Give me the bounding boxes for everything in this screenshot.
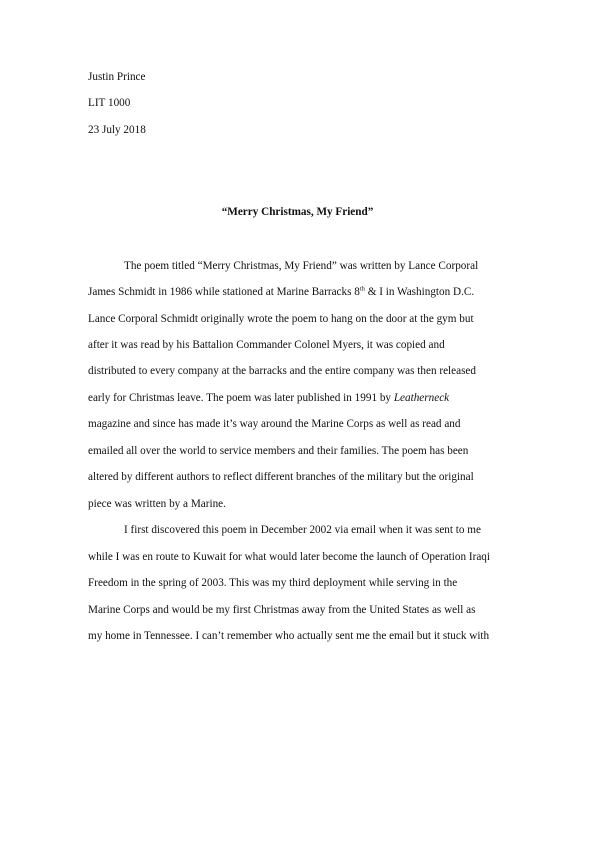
paragraph-line	[88, 391, 449, 405]
paragraph-line: piece was written by a Marine.	[88, 498, 226, 510]
author-name: Justin Prince	[88, 71, 146, 83]
paragraph-line: while I was en route to Kuwait for what would later become the launch of Operation Iraqi	[88, 551, 490, 563]
paragraph-line: after it was read by his Battalion Commander Colonel Myers, it was copied and	[88, 339, 445, 351]
document-date: 23 July 2018	[88, 124, 146, 136]
paragraph-line: Lance Corporal Schmidt originally wrote the poem to hang on the door at the gym but	[88, 313, 474, 325]
paragraph-line	[88, 285, 474, 299]
course-code: LIT 1000	[88, 97, 131, 109]
paragraph-line: I first discovered this poem in December 2002 via email when it was sent to me	[124, 524, 481, 536]
text-span: early for Christmas leave. The poem was later published in 1991 by	[88, 392, 394, 404]
paragraph-line: my home in Tennessee. I can’t remember who actually sent me the email but it stuck with	[88, 630, 490, 642]
paragraph-line: Marine Corps and would be my first Christmas away from the United States as well as	[88, 604, 476, 616]
superscript-text: th	[359, 285, 365, 293]
paragraph-line: Freedom in the spring of 2003. This was my third deployment while serving in the	[88, 577, 458, 589]
text-span: James Schmidt in 1986 while stationed at Marine Barracks 8	[88, 286, 360, 298]
paragraph-line: The poem titled “Merry Christmas, My Friend” was written by Lance Corporal	[124, 260, 479, 272]
italic-publication-name: Leatherneck	[393, 392, 450, 404]
paragraph-line: altered by different authors to reflect different branches of the military but the original	[88, 471, 474, 483]
essay-title: “Merry Christmas, My Friend”	[221, 206, 374, 218]
paragraph-line: emailed all over the world to service members and their families. The poem has been	[88, 445, 469, 457]
paragraph-line: distributed to every company at the barracks and the entire company was then released	[88, 365, 476, 377]
paragraph-line: magazine and since has made it’s way around the Marine Corps as well as read and	[88, 418, 461, 430]
text-span: & I in Washington D.C.	[364, 286, 475, 298]
